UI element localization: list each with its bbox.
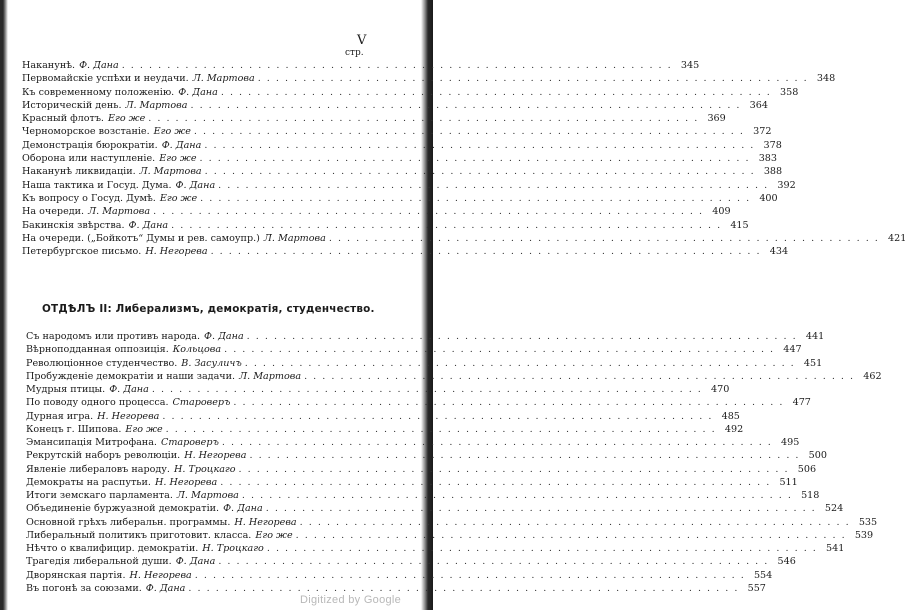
- toc-leader-dots: [152, 383, 703, 396]
- toc-entry-page: 447: [783, 344, 802, 356]
- toc-leader-dots: [247, 330, 798, 343]
- toc-entry-page: 345: [680, 60, 700, 71]
- toc-entry-title: Основной грѣхъ либеральн. программы.: [26, 516, 231, 528]
- toc-entry-author: Л. Мартова: [239, 370, 302, 382]
- toc-entry: [26, 383, 730, 396]
- toc-leader-dots: [218, 555, 769, 568]
- toc-leader-dots: [171, 219, 722, 232]
- toc-entry: [22, 99, 768, 112]
- toc-entry-page: 372: [753, 126, 772, 138]
- toc-leader-dots: [218, 179, 769, 192]
- toc-leader-dots: [300, 516, 851, 529]
- toc-entry-title: Оборона или наступленіе.: [22, 153, 156, 165]
- toc-entry-page: 518: [801, 490, 820, 501]
- toc-entry: [26, 423, 744, 436]
- toc-entry-author: Л. Мартова: [263, 232, 326, 244]
- toc-entry-title: Трагедія либеральной души.: [26, 556, 172, 568]
- page-column-header: стр.: [345, 48, 364, 58]
- toc-leader-dots: [188, 582, 739, 595]
- toc-entry-page: 546: [777, 556, 796, 568]
- digitized-watermark: Digitized by Google: [300, 594, 402, 606]
- toc-entry-page: 492: [724, 423, 744, 435]
- toc-entry-page: 415: [730, 219, 749, 231]
- toc-entry-author: Его же: [153, 126, 191, 138]
- toc-leader-dots: [195, 569, 746, 582]
- toc-entry-title: Явленіе либераловъ народу.: [26, 463, 170, 475]
- toc-entry-page: 470: [711, 384, 730, 395]
- toc-leader-dots: [242, 489, 793, 502]
- toc-entry: [22, 192, 778, 205]
- toc-entry-page: 348: [816, 73, 836, 85]
- toc-entry: [26, 463, 817, 476]
- toc-entry-page: 421: [888, 232, 906, 244]
- toc-entry: [26, 357, 823, 370]
- toc-entry: [26, 529, 874, 542]
- toc-entry-author: Его же: [107, 113, 146, 125]
- toc-entry-page: 554: [753, 569, 773, 581]
- toc-leader-dots: [245, 357, 796, 370]
- toc-leader-dots: [249, 449, 800, 462]
- toc-entry-page: 441: [805, 331, 825, 342]
- toc-entry-author: Ф. Дана: [161, 139, 202, 151]
- toc-leader-dots: [267, 542, 818, 555]
- toc-entry-page: 495: [781, 437, 800, 448]
- toc-entry: [26, 516, 878, 529]
- toc-entry-title: Пробужденіе демократіи и наши задачи.: [26, 370, 236, 382]
- toc-entry-author: В. Засуличъ: [181, 357, 242, 369]
- toc-entry-page: 500: [808, 450, 827, 462]
- toc-entry: [26, 449, 827, 462]
- toc-entry: [26, 502, 844, 515]
- toc-entry: [22, 72, 836, 85]
- toc-entry-author: Н. Троцкаго: [202, 543, 264, 554]
- toc-entry-title: Въ погонѣ за союзами.: [26, 582, 142, 594]
- toc-entry: [26, 343, 802, 356]
- toc-entry-title: Рекрутскій наборъ революціи.: [26, 450, 181, 462]
- toc-entry: [22, 165, 783, 178]
- toc-leader-dots: [148, 112, 699, 125]
- toc-entry: [26, 476, 798, 489]
- toc-entry: [22, 205, 731, 218]
- toc-entry-page: 524: [824, 503, 844, 515]
- toc-entry: [22, 232, 906, 245]
- toc-leader-dots: [166, 423, 717, 436]
- page-number: V: [357, 33, 367, 48]
- toc-list-part1: [22, 59, 906, 258]
- toc-entry-page: 506: [797, 463, 817, 475]
- toc-entry-author: Н. Негорева: [234, 516, 297, 528]
- toc-entry-title: Къ вопросу о Госуд. Думѣ.: [22, 192, 156, 204]
- toc-entry: [22, 139, 782, 152]
- toc-entry: [26, 370, 882, 383]
- toc-entry-page: 369: [707, 113, 726, 125]
- toc-entry-author: Его же: [159, 192, 198, 204]
- toc-entry-title: На очереди. („Бойкотъ“ Думы и рев. самоупр.): [22, 232, 260, 244]
- toc-entry-page: 358: [780, 86, 799, 98]
- toc-leader-dots: [205, 165, 756, 178]
- toc-leader-dots: [329, 232, 880, 245]
- toc-list-part2: [26, 330, 882, 595]
- toc-leader-dots: [153, 205, 704, 218]
- toc-entry-author: Н. Негорева: [145, 246, 208, 258]
- toc-entry-page: 477: [792, 397, 811, 409]
- toc-entry-title: Либеральный политикъ приготовит. класса.: [26, 529, 252, 541]
- toc-entry-author: Ф. Дана: [175, 179, 216, 191]
- toc-entry-title: Дурная игра.: [26, 410, 94, 422]
- toc-entry-title: Наша тактика и Госуд. Дума.: [22, 179, 172, 191]
- toc-leader-dots: [304, 370, 855, 383]
- toc-entry-author: Ф. Дана: [204, 331, 244, 342]
- scan-left-edge: [0, 0, 8, 610]
- toc-entry-author: Кольцова: [172, 344, 222, 356]
- toc-entry-author: Ф. Дана: [178, 86, 218, 98]
- toc-leader-dots: [190, 99, 741, 112]
- toc-leader-dots: [211, 245, 762, 258]
- toc-entry-author: Л. Мартова: [192, 73, 255, 85]
- toc-entry-title: Съ народомъ или противъ народа.: [26, 331, 201, 342]
- toc-entry-author: Ф. Дана: [109, 384, 149, 395]
- toc-entry-title: Наканунѣ.: [22, 60, 76, 71]
- toc-entry: [26, 330, 825, 343]
- toc-entry-author: Н. Негорева: [129, 569, 192, 581]
- toc-entry-author: Ф. Дана: [79, 60, 119, 71]
- toc-leader-dots: [221, 86, 772, 99]
- toc-entry-page: 535: [858, 516, 878, 528]
- toc-leader-dots: [204, 139, 755, 152]
- toc-entry-title: Первомайскіе успѣхи и неудачи.: [22, 73, 189, 85]
- toc-entry: [26, 396, 811, 409]
- toc-entry-author: Его же: [125, 423, 163, 435]
- toc-entry-author: Н. Негорева: [97, 410, 160, 422]
- toc-entry-author: Староверъ: [160, 437, 219, 448]
- toc-entry-page: 451: [803, 357, 823, 369]
- toc-entry: [26, 569, 773, 582]
- toc-entry-title: Эмансипація Митрофана.: [26, 437, 157, 448]
- toc-entry: [22, 59, 700, 72]
- toc-entry-page: 434: [769, 246, 789, 258]
- toc-entry-title: На очереди.: [22, 206, 85, 218]
- toc-entry-title: Черноморское возстаніе.: [22, 126, 150, 138]
- toc-leader-dots: [258, 72, 809, 85]
- toc-entry-author: Ф. Дана: [175, 556, 216, 568]
- toc-entry-title: По поводу одного процесса.: [26, 397, 169, 409]
- toc-entry-title: Итоги земскаго парламента.: [26, 490, 173, 501]
- toc-entry-author: Староверъ: [172, 397, 231, 409]
- toc-entry-title: Вѣрноподданная оппозиція.: [26, 344, 169, 356]
- toc-leader-dots: [239, 463, 790, 476]
- toc-entry-page: 388: [763, 166, 783, 178]
- toc-entry-title: Къ современному положенію.: [22, 86, 175, 98]
- toc-entry-title: Красный флотъ.: [22, 113, 104, 125]
- toc-entry-author: Л. Мартова: [88, 206, 151, 218]
- toc-entry-title: Конецъ г. Шипова.: [26, 423, 122, 435]
- toc-entry-page: 364: [749, 99, 768, 111]
- toc-leader-dots: [266, 502, 817, 515]
- toc-entry-title: Дворянская партія.: [26, 569, 126, 581]
- toc-entry-title: Демонстрація бюрократіи.: [22, 139, 158, 151]
- toc-entry: [22, 179, 796, 192]
- toc-entry-author: Н. Негорева: [184, 450, 247, 462]
- toc-leader-dots: [220, 476, 771, 489]
- toc-entry: [26, 436, 800, 449]
- toc-entry-title: Историческій день.: [22, 99, 122, 111]
- toc-entry-page: 392: [777, 179, 796, 191]
- toc-entry-title: Наканунѣ ликвидаціи.: [22, 166, 136, 178]
- toc-leader-dots: [296, 529, 847, 542]
- toc-leader-dots: [162, 410, 713, 423]
- toc-entry-page: 557: [747, 582, 766, 594]
- toc-entry: [22, 125, 772, 138]
- toc-entry-page: 462: [863, 370, 882, 382]
- toc-entry: [26, 489, 820, 502]
- toc-entry-title: Объединеніе буржуазной демократіи.: [26, 503, 220, 515]
- toc-entry: [22, 112, 726, 125]
- toc-entry-title: Демократы на распутьи.: [26, 476, 151, 488]
- toc-entry-author: Ф. Дана: [145, 582, 186, 594]
- toc-entry-author: Его же: [159, 153, 197, 165]
- toc-entry-author: Л. Мартова: [125, 99, 188, 111]
- toc-entry-title: Бакинскія звѣрства.: [22, 219, 125, 231]
- toc-entry: [26, 410, 740, 423]
- toc-entry: [26, 582, 766, 595]
- toc-entry-author: Н. Троцкаго: [173, 463, 236, 475]
- toc-entry: [26, 542, 845, 555]
- toc-entry-page: 485: [721, 410, 740, 422]
- toc-leader-dots: [200, 152, 751, 165]
- toc-entry: [26, 555, 796, 568]
- toc-entry-author: Ф. Дана: [223, 503, 263, 515]
- toc-entry: [22, 219, 749, 232]
- toc-leader-dots: [224, 343, 775, 356]
- toc-entry-page: 539: [854, 529, 874, 541]
- toc-entry: [22, 245, 789, 258]
- toc-entry-author: Н. Негорева: [154, 476, 218, 488]
- toc-entry-title: Петербургское письмо.: [22, 246, 142, 258]
- toc-entry-author: Его же: [255, 529, 293, 541]
- toc-entry: [22, 152, 777, 165]
- section-title: ОТДѢЛЪ II: Либерализмъ, демократія, студенчество.: [42, 303, 375, 315]
- toc-leader-dots: [194, 125, 745, 138]
- toc-entry-page: 378: [763, 139, 782, 151]
- toc-leader-dots: [233, 396, 784, 409]
- toc-entry-page: 400: [759, 192, 778, 204]
- toc-leader-dots: [222, 436, 773, 449]
- toc-leader-dots: [200, 192, 751, 205]
- toc-leader-dots: [122, 59, 673, 72]
- toc-entry: [22, 86, 799, 99]
- toc-entry-author: Ф. Дана: [128, 219, 169, 231]
- toc-entry-title: Мудрыя птицы.: [26, 384, 106, 395]
- toc-entry-author: Л. Мартова: [139, 166, 202, 178]
- toc-entry-page: 409: [712, 206, 731, 218]
- toc-entry-title: Нѣчто о квалифицир. демократіи.: [26, 543, 199, 554]
- toc-entry-title: Революціонное студенчество.: [26, 357, 178, 369]
- toc-entry-page: 541: [826, 543, 845, 554]
- toc-entry-page: 383: [758, 153, 777, 165]
- toc-entry-author: Л. Мартова: [176, 490, 239, 501]
- toc-entry-page: 511: [779, 476, 798, 488]
